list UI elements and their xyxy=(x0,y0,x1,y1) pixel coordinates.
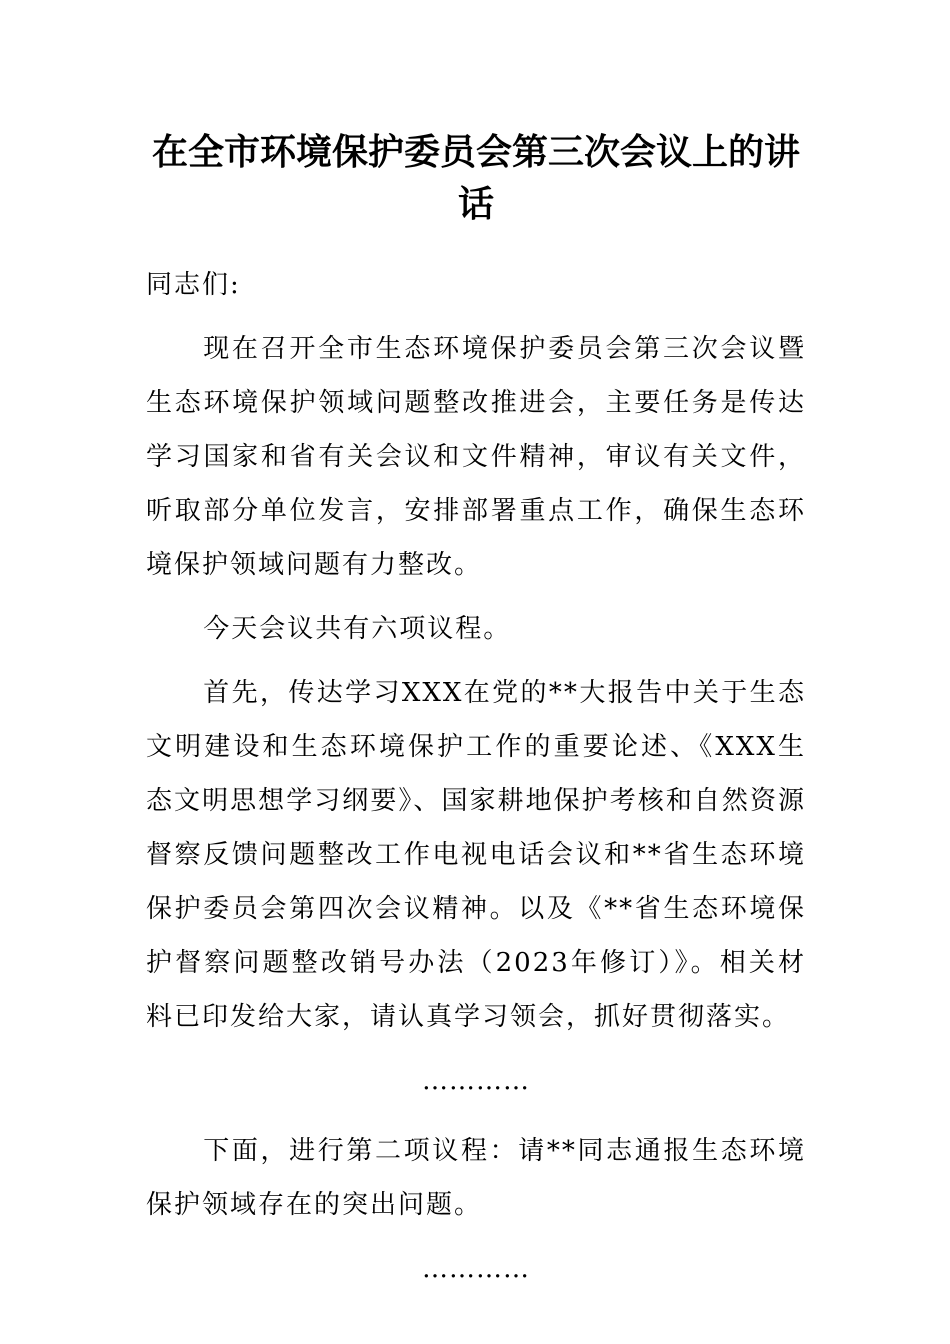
paragraph-opening: 现在召开全市生态环境保护委员会第三次会议暨生态环境保护领域问题整改推进会，主要任务是传达学习国家和省有关会议和文件精神，审议有关文件，听取部分单位发言，安排部署重点工作，确保生态环境保护领域问题有力整改。 xyxy=(146,334,806,580)
ellipsis-divider-end: ………… xyxy=(422,1254,530,1284)
document-page xyxy=(146,126,806,1312)
ellipsis-divider: ………… xyxy=(422,1066,530,1096)
document-title: 在全市环境保护委员会第三次会议上的讲话 xyxy=(151,131,800,225)
salutation: 同志们: xyxy=(146,270,241,300)
paragraph-agenda: 今天会议共有六项议程。 xyxy=(203,614,512,644)
paragraph-second-item: 下面，进行第二项议程：请**同志通报生态环境保护领域存在的突出问题。 xyxy=(146,1136,806,1220)
paragraph-first-item: 首先，传达学习XXX在党的**大报告中关于生态文明建设和生态环境保护工作的重要论述、《XXX生态文明思想学习纲要》、国家耕地保护考核和自然资源督察反馈问题整改工作电视电话会议和**省生态环境保护委员会第四次会议精神。以及《**省生态环境保护督察问题整改销号办法（2023年修订）》。相关材料已印发给大家，请认真学习领会，抓好贯彻落实。 xyxy=(146,678,806,1032)
